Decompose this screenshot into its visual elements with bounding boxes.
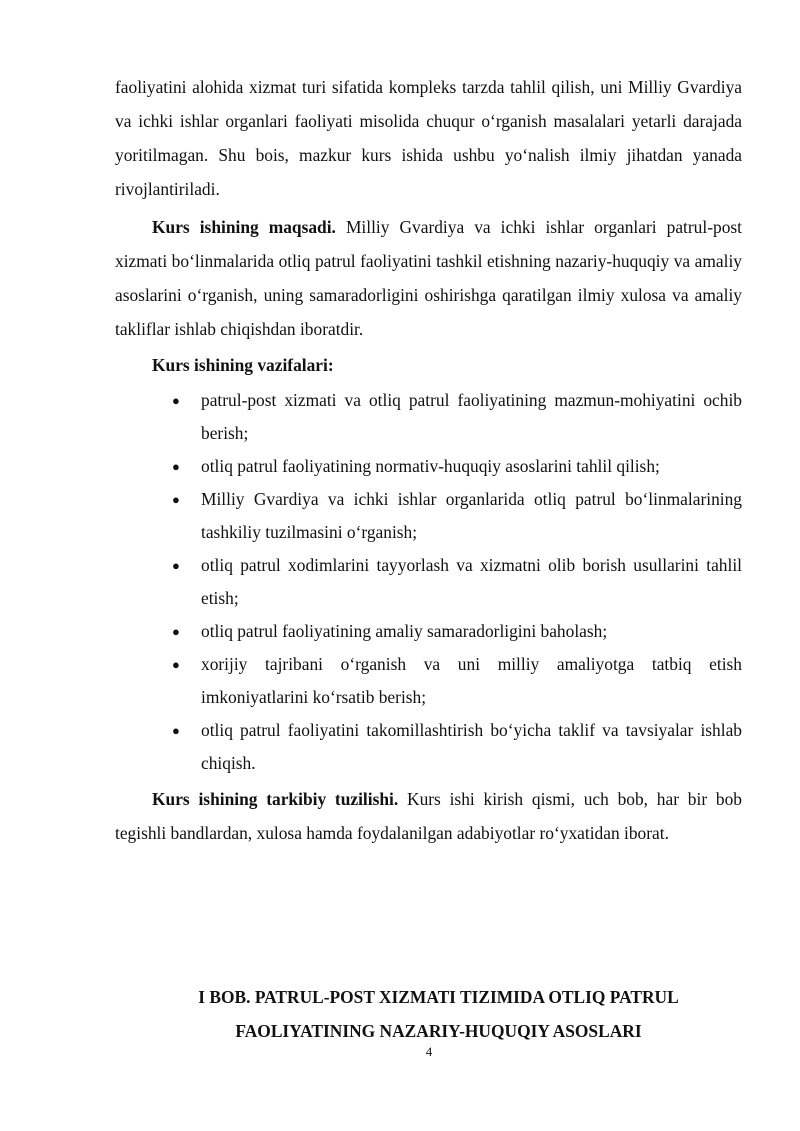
list-item: [172, 483, 742, 549]
tasks-heading: Kurs ishining vazifalari:: [152, 355, 334, 375]
list-item-text: Milliy Gvardiya va ichki ishlar organlarida otliq patrul bo‘linmalarining tashkiliy tuzilmasini o‘rganish;: [201, 489, 742, 542]
structure-text: Kurs ishi kirish qismi, uch bob, har bir bob tegishli bandlardan, xulosa hamda foydalanilgan adabiyotlar ro‘yxatidan iborat.: [115, 789, 742, 843]
list-item-text: otliq patrul faoliyatining normativ-huquqiy asoslarini tahlil qilish;: [201, 456, 660, 476]
list-item-text: patrul-post xizmati va otliq patrul faoliyatining mazmun-mohiyatini ochib berish;: [201, 390, 742, 443]
goal-label: Kurs ishining maqsadi.: [152, 217, 336, 237]
list-item: [172, 714, 742, 780]
list-item: [172, 549, 742, 615]
bullet-icon: ●: [172, 459, 180, 474]
page-number: 4: [425, 1044, 433, 1059]
intro-paragraph: faoliyatini alohida xizmat turi sifatida kompleks tarzda tahlil qilish, uni Milliy Gvardiya va ichki ishlar organlari faoliyati misolida chuqur o‘rganish masalalari yetarli darajada yoritilmagan. Shu bois, mazkur kurs ishida ushbu yo‘nalish ilmiy jihatdan yanada rivojlantiriladi.: [115, 77, 742, 199]
list-item-text: xorijiy tajribani o‘rganish va uni milliy amaliyotga tatbiq etish imkoniyatlarini ko‘rsatib berish;: [201, 654, 742, 707]
document-body: [115, 70, 742, 850]
list-item: [172, 450, 742, 483]
bullet-icon: ●: [172, 723, 180, 738]
bullet-icon: ●: [172, 558, 180, 573]
list-item: [172, 615, 742, 648]
list-item-text: otliq patrul faoliyatining amaliy samaradorligini baholash;: [201, 621, 608, 641]
goal-text: Milliy Gvardiya va ichki ishlar organlari patrul-post xizmati bo‘linmalarida otliq patrul faoliyatini tashkil etishning nazariy-huquqiy va amaliy asoslarini o‘rganish, uning samaradorligini oshirishga qaratilgan ilmiy xulosa va amaliy takliflar ishlab chiqishdan iboratdir.: [115, 217, 742, 339]
structure-label: Kurs ishining tarkibiy tuzilishi.: [152, 789, 399, 809]
list-item-text: otliq patrul faoliyatini takomillashtirish bo‘yicha taklif va tavsiyalar ishlab chiqish.: [201, 720, 742, 773]
chapter-title-line-1: I BOB. PATRUL-POST XIZMATI TIZIMIDA OTLIQ PATRUL: [198, 987, 679, 1007]
bullet-icon: ●: [172, 393, 180, 408]
list-item: [172, 648, 742, 714]
bullet-icon: ●: [172, 492, 180, 507]
bullet-icon: ●: [172, 657, 180, 672]
list-item-text: otliq patrul xodimlarini tayyorlash va xizmatni olib borish usullarini tahlil etish;: [201, 555, 742, 608]
goal-paragraph: [115, 210, 742, 346]
structure-paragraph: [115, 782, 742, 850]
bullet-icon: ●: [172, 624, 180, 639]
list-item: [172, 384, 742, 450]
chapter-title: [115, 980, 742, 1048]
chapter-title-line-2: FAOLIYATINING NAZARIY-HUQUQIY ASOSLARI: [235, 1021, 642, 1041]
tasks-list: [115, 384, 742, 780]
